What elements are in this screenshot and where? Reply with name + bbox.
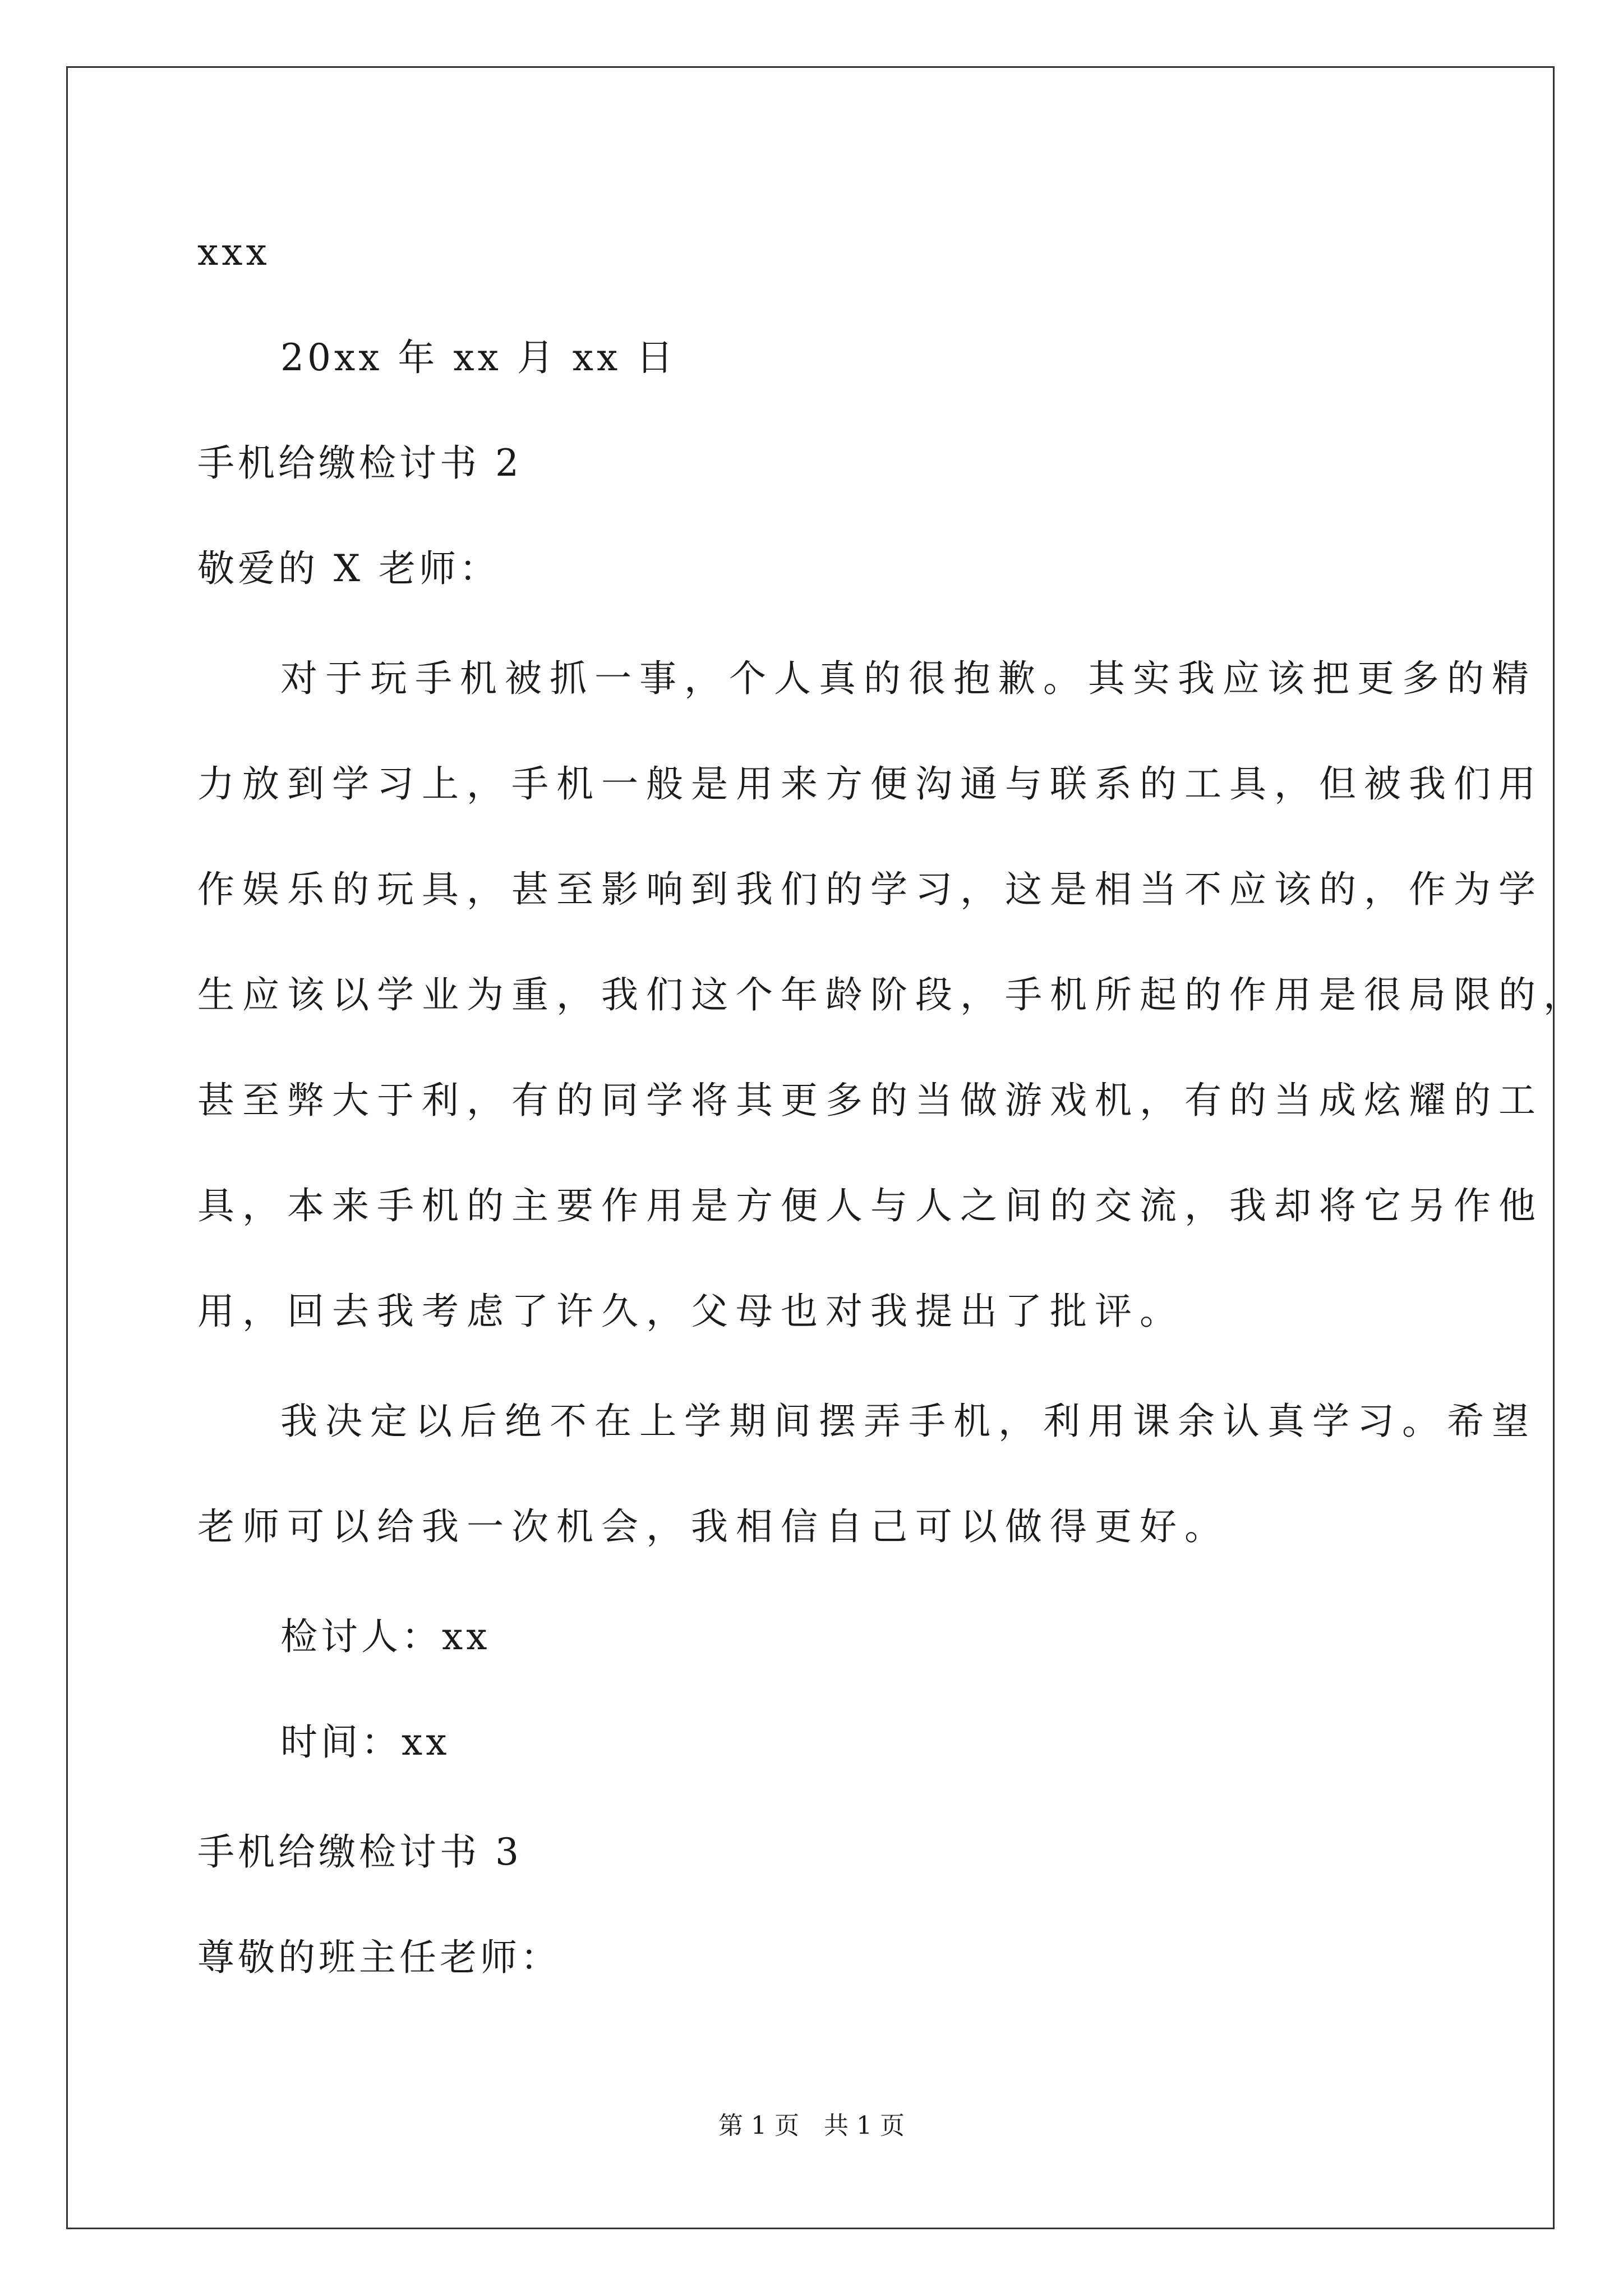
section-3-title: 手机给缴检讨书 3 — [197, 1830, 522, 1874]
paragraph-1-line: 对于玩手机被抓一事，个人真的很抱歉。其实我应该把更多的精 — [280, 657, 1537, 700]
paragraph-1-line: 用，回去我考虑了许久，父母也对我提出了批评。 — [197, 1290, 1184, 1333]
paragraph-1-line: 作娱乐的玩具，甚至影响到我们的学习，这是相当不应该的，作为学 — [197, 868, 1543, 911]
page-footer: 第 1 页 共 1 页 — [718, 2111, 905, 2140]
signature-top: xxx — [197, 231, 270, 274]
section-2-salutation: 敬爱的 X 老师： — [197, 547, 500, 590]
paragraph-1-line: 甚至弊大于利，有的同学将其更多的当做游戏机，有的当成炫耀的工 — [197, 1079, 1543, 1122]
paragraph-1-line: 力放到学习上，手机一般是用来方便沟通与联系的工具，但被我们用 — [197, 762, 1543, 806]
paragraph-1-line: 生应该以学业为重，我们这个年龄阶段，手机所起的作用是很局限的， — [197, 973, 1588, 1016]
reviewer-line: 检讨人：xx — [280, 1615, 491, 1658]
paragraph-1-line: 具，本来手机的主要作用是方便人与人之间的交流，我却将它另作他 — [197, 1184, 1543, 1227]
section-2-title: 手机给缴检讨书 2 — [197, 441, 522, 485]
paragraph-2-line: 老师可以给我一次机会，我相信自己可以做得更好。 — [197, 1505, 1229, 1548]
time-line: 时间：xx — [280, 1720, 450, 1764]
section-3-salutation: 尊敬的班主任老师： — [197, 1936, 561, 1979]
date-top: 20xx 年 xx 月 xx 日 — [280, 336, 677, 379]
page-border — [66, 66, 1555, 2229]
paragraph-2-line: 我决定以后绝不在上学期间摆弄手机，利用课余认真学习。希望 — [280, 1400, 1537, 1443]
